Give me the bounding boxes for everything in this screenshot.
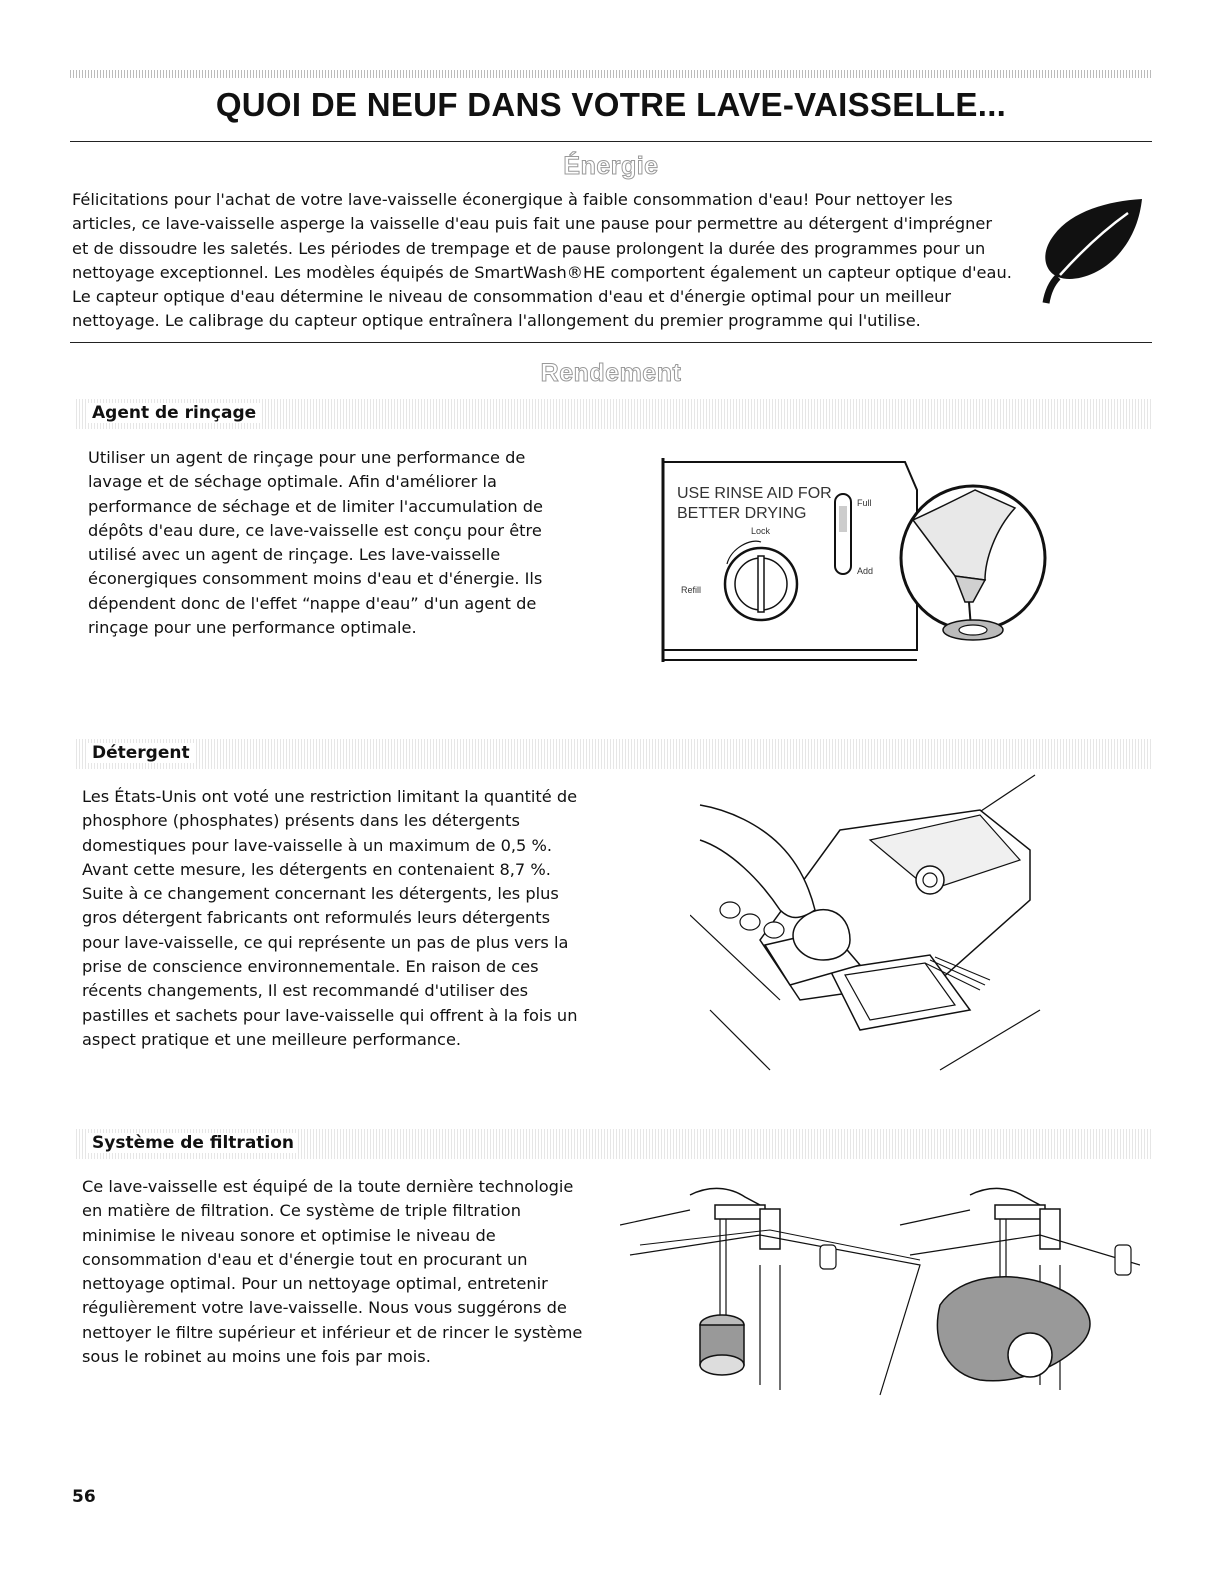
title-rule — [70, 141, 1152, 142]
energy-rule — [70, 342, 1152, 343]
lower-filter-rinse-figure — [900, 1188, 1140, 1390]
full-label: Full — [857, 498, 872, 508]
filtration-line: nettoyer le filtre supérieur et inférieur et de rincer le système — [82, 1322, 583, 1342]
rinse-heading: Agent de rinçage — [88, 403, 260, 423]
page-title: QUOI DE NEUF DANS VOTRE LAVE-VAISSELLE... — [215, 86, 1007, 123]
add-label: Add — [857, 566, 874, 576]
refill-label: Refill — [681, 585, 702, 595]
detergent-line: pastilles et sachets pour lave-vaisselle qui offrent à la fois un — [82, 1005, 578, 1025]
upper-filter-rinse-figure — [620, 1188, 920, 1395]
filtration-line: Ce lave-vaisselle est équipé de la toute dernière technologie — [82, 1177, 574, 1196]
detergent-heading-band — [76, 739, 1152, 769]
detergent-line: aspect pratique et une meilleure performance. — [82, 1029, 462, 1049]
filtration-line: minimise le niveau sonore et optimise le niveau de — [82, 1225, 496, 1245]
rinse-label-line1: USE RINSE AID FOR — [677, 485, 832, 502]
filtration-heading: Système de filtration — [88, 1133, 298, 1153]
detergent-heading: Détergent — [88, 743, 194, 763]
filtration-line: sous le robinet au moins une fois par mois. — [82, 1347, 431, 1367]
detergent-line: phosphore (phosphates) présents dans les détergents — [82, 811, 520, 831]
rinse-aid-dispenser-illustration — [655, 450, 1050, 670]
detergent-line: Avant cette mesure, les détergents en contenaient 8,7 %. — [82, 859, 551, 879]
filtration-line: nettoyage optimal. Pour un nettoyage optimal, entretenir — [82, 1274, 548, 1294]
page-number: 56 — [72, 1487, 96, 1507]
rinse-line: éconergiques consomment moins d'eau et d'énergie. Ils — [88, 569, 543, 589]
detergent-line: Les États-Unis ont voté une restriction limitant la quantité de — [82, 787, 578, 806]
rinse-line: performance de séchage et de limiter l'accumulation de — [88, 496, 544, 516]
rinse-line: lavage et de séchage optimale. Afin d'améliorer la — [88, 472, 497, 492]
rinse-label-line2: BETTER DRYING — [677, 505, 807, 522]
detergent-paragraph — [82, 785, 612, 1052]
filter-rinsing-illustration — [620, 1175, 1140, 1405]
leaf-icon — [1038, 195, 1146, 305]
filtration-line: en matière de filtration. Ce système de triple filtration — [82, 1201, 521, 1221]
rinse-line: dépôts d'eau dure, ce lave-vaisselle est conçu pour être — [88, 520, 542, 540]
detergent-line: Suite à ce changement concernant les détergents, les plus — [82, 884, 559, 904]
energy-line: Félicitations pour l'achat de votre lave-vaisselle éconergique à faible consommation d'eau! Pour nettoyer les — [72, 190, 953, 209]
rinse-line: rinçage pour une performance optimale. — [88, 618, 417, 638]
detergent-line: domestiques pour lave-vaisselle à un maximum de 0,5 %. — [82, 835, 553, 855]
energy-line: nettoyage exceptionnel. Les modèles équipés de SmartWash®HE comportent également un capteur optique d'eau. — [72, 262, 1012, 282]
detergent-line: récents changements, Il est recommandé d'utiliser des — [82, 981, 529, 1001]
filtration-line: régulièrement votre lave-vaisselle. Nous vous suggérons de — [82, 1298, 567, 1318]
rinse-line: utilisé avec un agent de rinçage. Les lave-vaisselle — [88, 545, 501, 565]
energy-line: articles, ce lave-vaisselle asperge la vaisselle d'eau puis fait une pause pour permettre au détergent d'imprégner — [72, 214, 993, 234]
energy-line: Le capteur optique d'eau détermine le niveau de consommation d'eau et d'énergie optimal pour un meilleur — [72, 287, 952, 307]
energy-section-title: Énergie — [563, 152, 659, 180]
performance-section-title: Rendement — [540, 359, 682, 387]
header-band — [70, 70, 1152, 78]
energy-line: nettoyage. Le calibrage du capteur optique entraînera l'allongement du premier programme qui l'utilise. — [72, 311, 921, 331]
energy-paragraph — [72, 188, 1052, 334]
detergent-line: pour lave-vaisselle, ce qui représente un pas de plus vers la — [82, 932, 569, 952]
rinse-line: Utiliser un agent de rinçage pour une performance de — [88, 448, 526, 467]
rinse-paragraph — [88, 446, 608, 640]
detergent-line: prise de conscience environnementale. En raison de ces — [82, 957, 539, 977]
lock-label: Lock — [751, 526, 771, 536]
detergent-dispenser-illustration — [690, 770, 1050, 1075]
energy-line: et de dissoudre les saletés. Les périodes de trempage et de pause prolongent la durée des programmes pour un — [72, 238, 986, 258]
filtration-line: consommation d'eau et d'énergie tout en procurant un — [82, 1249, 528, 1269]
detergent-line: gros détergent fabricants ont reformulés leurs détergents — [82, 908, 551, 928]
rinse-line: dépendent donc de l'effet “nappe d'eau” d'un agent de — [88, 593, 537, 613]
filtration-paragraph — [82, 1175, 612, 1369]
